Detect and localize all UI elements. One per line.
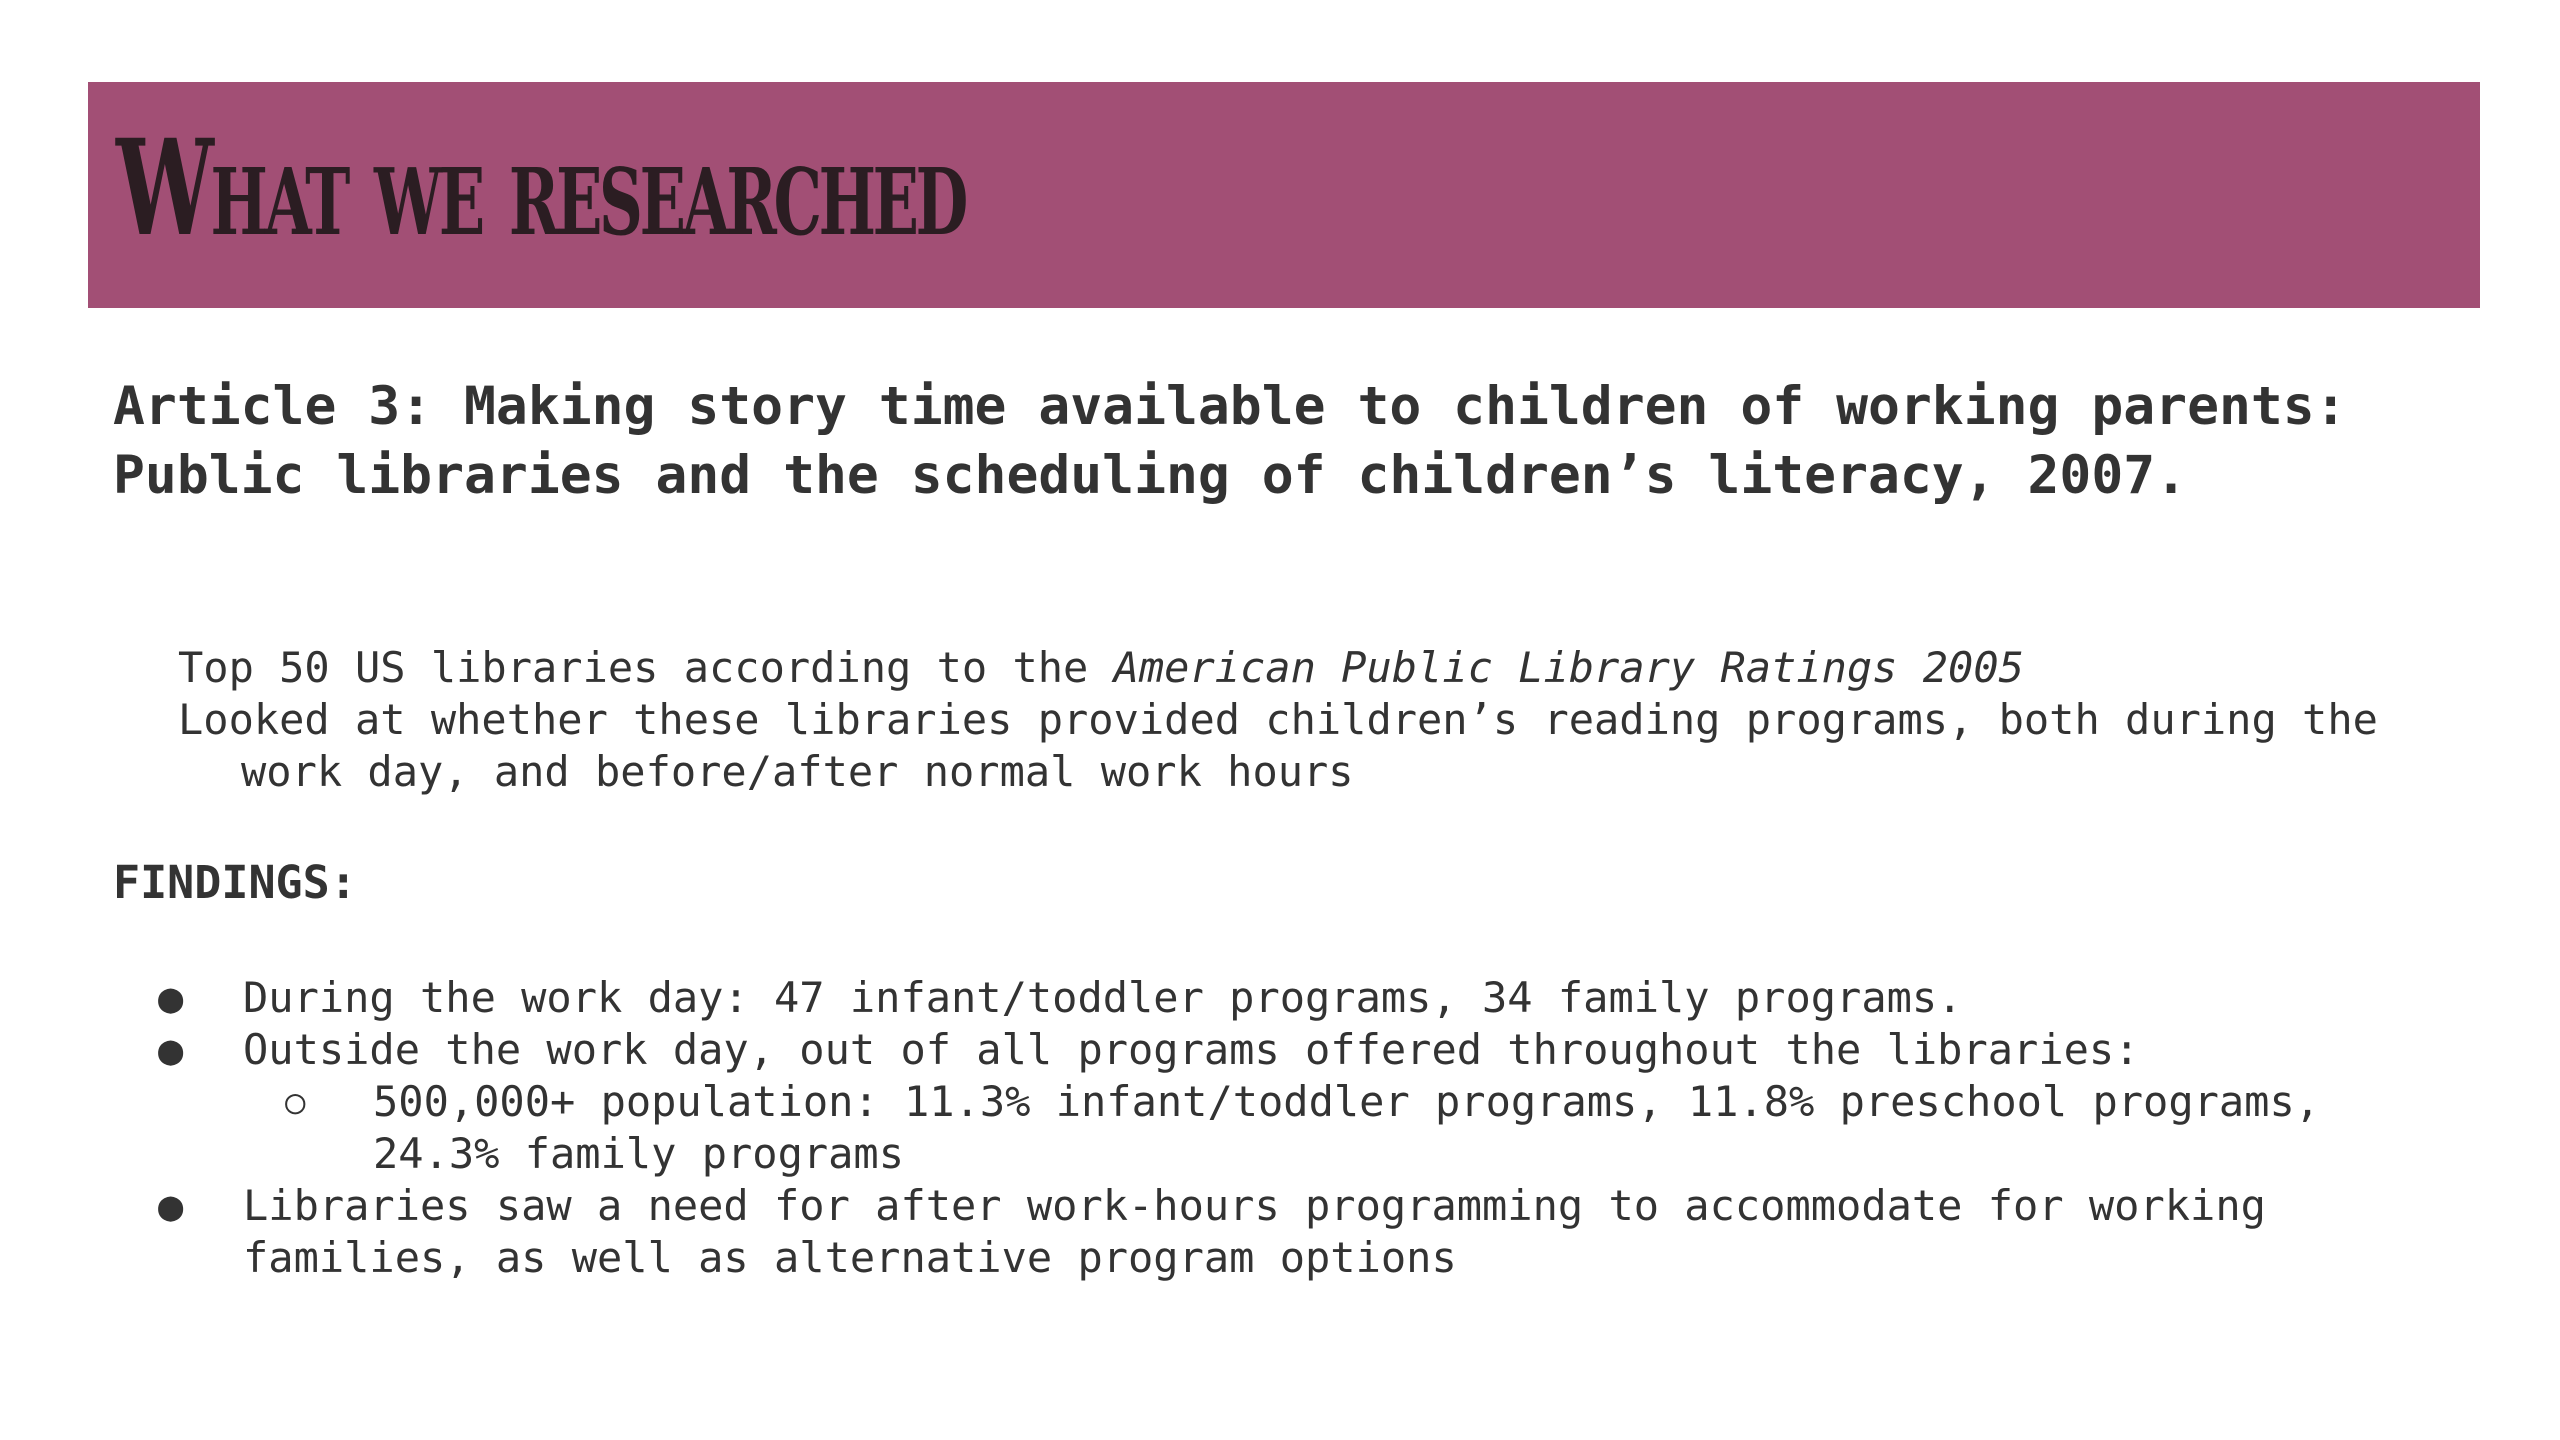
slide-title: What we researched	[116, 111, 966, 266]
intro-line-2: Looked at whether these libraries provided children’s reading programs, both during the work day, and before/after normal work hours	[178, 695, 2378, 796]
list-item	[0, 1024, 2393, 1076]
findings-list	[0, 972, 2560, 1284]
title-band	[88, 82, 2480, 308]
sub-list-item	[0, 1076, 2393, 1180]
bullet-icon: ●	[158, 973, 184, 1022]
bullet-icon: ●	[158, 1181, 184, 1230]
intro-block	[178, 642, 2468, 798]
intro-line-1	[178, 642, 2468, 694]
article-heading: Article 3: Making story time available to children of working parents: Public libraries and the scheduling of children’s literacy, 2007.	[113, 376, 2347, 506]
list-item-text: Outside the work day, out of all programs offered throughout the libraries:	[243, 1025, 2140, 1074]
hollow-bullet-icon: ○	[285, 1082, 306, 1122]
bullet-icon: ●	[158, 1025, 184, 1074]
findings-label: FINDINGS:	[113, 856, 357, 909]
intro-line-1-source: American Public Library Ratings 2005	[1113, 643, 2024, 692]
list-item	[0, 972, 2393, 1024]
list-item	[0, 1180, 2393, 1284]
intro-line-1-text: Top 50 US libraries according to the	[178, 643, 1114, 692]
list-item-text: During the work day: 47 infant/toddler programs, 34 family programs.	[243, 973, 1963, 1022]
sub-list-item-text: 500,000+ population: 11.3% infant/toddler programs, 11.8% preschool programs, 24.3% family programs	[373, 1077, 2321, 1178]
list-item-text: Libraries saw a need for after work-hours programming to accommodate for working families, as well as alternative program options	[243, 1181, 2266, 1282]
